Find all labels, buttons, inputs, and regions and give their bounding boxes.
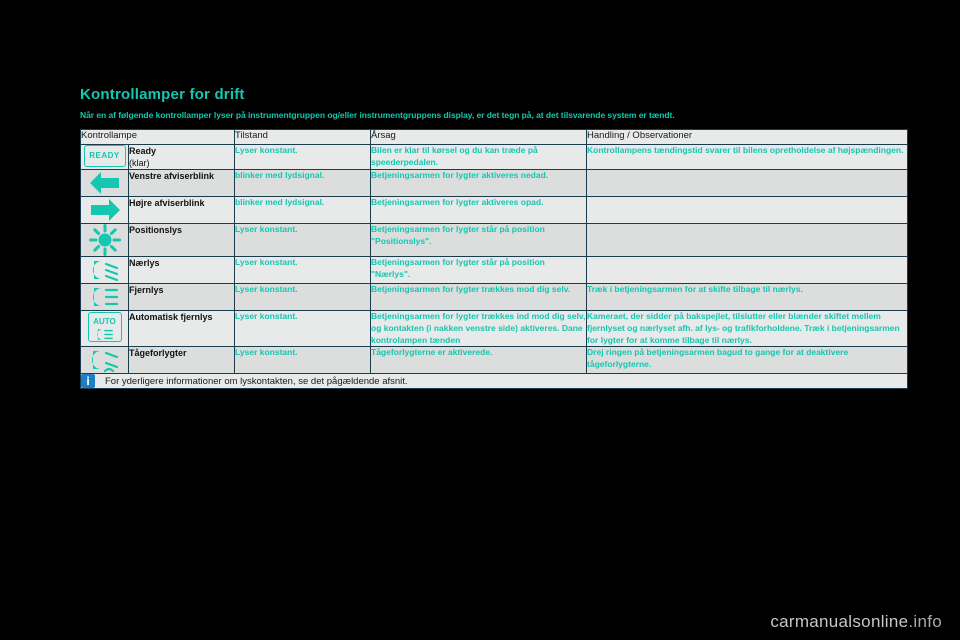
lamp-action-cell: Kontrollampens tændingstid svarer til bilens opretholdelse af højspændingen. bbox=[587, 145, 908, 170]
lamp-action-cell bbox=[587, 257, 908, 284]
dipped-beam-icon bbox=[81, 257, 129, 284]
lamp-cause-cell: Betjeningsarmen for lygter trækkes ind mod dig selv, og kontakten (i nakken venstre side) aktiveres. Dane kontrolampen tænden bbox=[371, 311, 587, 347]
lamp-cause-cell: Bilen er klar til kørsel og du kan træde på speederpedalen. bbox=[371, 145, 587, 170]
table-row bbox=[81, 347, 908, 374]
lamp-state-cell: Lyser konstant. bbox=[235, 284, 371, 311]
lamp-state-cell: blinker med lydsignal. bbox=[235, 170, 371, 197]
table-row bbox=[81, 224, 908, 257]
lamp-name: Nærlys bbox=[129, 258, 160, 269]
page-title: Kontrollamper for drift bbox=[80, 86, 245, 103]
watermark-text: carmanualsonline bbox=[770, 612, 909, 631]
column-header-tilstand: Tilstand bbox=[235, 130, 371, 145]
note-text: For yderligere informationer om lyskontakten, se det pågældende afsnit. bbox=[105, 375, 408, 387]
watermark bbox=[770, 612, 942, 632]
lamp-state-cell: Lyser konstant. bbox=[235, 145, 371, 170]
lamp-name-cell bbox=[129, 224, 235, 257]
lamp-name-cell bbox=[129, 257, 235, 284]
lamp-cause-cell: Betjeningsarmen for lygter står på position "Nærlys". bbox=[371, 257, 587, 284]
lamp-state-cell: Lyser konstant. bbox=[235, 257, 371, 284]
table-row bbox=[81, 197, 908, 224]
lamp-cause-cell: Betjeningsarmen for lygter står på position "Positionslys". bbox=[371, 224, 587, 257]
document-content bbox=[80, 86, 908, 389]
lamp-name: Automatisk fjernlys bbox=[129, 312, 213, 323]
fog-lights-icon bbox=[81, 347, 129, 374]
table-row bbox=[81, 284, 908, 311]
lamp-name: Fjernlys bbox=[129, 285, 164, 296]
auto-main-beam-icon bbox=[81, 311, 129, 347]
column-header-kontrollampe: Kontrollampe bbox=[81, 130, 235, 145]
table-row bbox=[81, 257, 908, 284]
watermark-suffix: .info bbox=[908, 612, 942, 631]
lamp-action-cell bbox=[587, 224, 908, 257]
column-header-handling: Handling / Observationer bbox=[587, 130, 908, 145]
lamp-state-cell: blinker med lydsignal. bbox=[235, 197, 371, 224]
ready-badge-label: READY bbox=[84, 145, 126, 167]
lamp-name: Ready bbox=[129, 146, 157, 156]
lamp-cause-cell: Betjeningsarmen for lygter aktiveres opad. bbox=[371, 197, 587, 224]
auto-badge-label: AUTO bbox=[93, 317, 116, 327]
lamp-name: Højre afviserblink bbox=[129, 198, 205, 209]
lamp-name-cell bbox=[129, 347, 235, 374]
ready-indicator-icon bbox=[81, 145, 129, 170]
lamp-name: Tågeforlygter bbox=[129, 348, 187, 359]
table-row bbox=[81, 145, 908, 170]
lamp-action-cell: Kameraet, der sidder på bakspejlet, tilslutter eller blænder skiftet mellem fjernlyset og nærlyset afh. af lys- og trafikforholdene. Træk i betjeningsarmen for lygter for at komme tilbage til nærlys. bbox=[587, 311, 908, 347]
table-row bbox=[81, 170, 908, 197]
lamp-state-cell: Lyser konstant. bbox=[235, 224, 371, 257]
warning-lamps-table bbox=[80, 129, 908, 389]
table-row bbox=[81, 311, 908, 347]
lamp-name-cell bbox=[129, 311, 235, 347]
lamp-action-cell: Drej ringen på betjeningsarmen bagud to gange for at deaktivere tågeforlygterne. bbox=[587, 347, 908, 374]
lamp-action-cell: Træk i betjeningsarmen for at skifte tilbage til nærlys. bbox=[587, 284, 908, 311]
lamp-action-cell bbox=[587, 170, 908, 197]
note-cell bbox=[81, 374, 908, 389]
note-row bbox=[81, 374, 908, 389]
left-turn-arrow-icon bbox=[81, 170, 129, 197]
lamp-cause-cell: Betjeningsarmen for lygter trækkes mod dig selv. bbox=[371, 284, 587, 311]
page-subtitle: Når en af følgende kontrollamper lyser på instrumentgruppen og/eller instrumentgruppens display, er det tegn på, at det tilsvarende system er tændt. bbox=[80, 110, 675, 120]
column-header-aarsag: Årsag bbox=[371, 130, 587, 145]
lamp-name-cell bbox=[129, 145, 235, 170]
lamp-name-cell bbox=[129, 284, 235, 311]
lamp-cause-cell: Betjeningsarmen for lygter aktiveres nedad. bbox=[371, 170, 587, 197]
lamp-state-cell: Lyser konstant. bbox=[235, 311, 371, 347]
table-body bbox=[81, 145, 908, 389]
lamp-name: Positionslys bbox=[129, 225, 183, 236]
lamp-cause-cell: Tågeforlygterne er aktiverede. bbox=[371, 347, 587, 374]
lamp-name: Venstre afviserblink bbox=[129, 171, 215, 182]
lamp-action-cell bbox=[587, 197, 908, 224]
right-turn-arrow-icon bbox=[81, 197, 129, 224]
auto-badge bbox=[88, 312, 122, 342]
lamp-state-cell: Lyser konstant. bbox=[235, 347, 371, 374]
lamp-name-sub: (klar) bbox=[129, 158, 150, 169]
table-header bbox=[81, 130, 908, 145]
lamp-name-cell bbox=[129, 197, 235, 224]
info-icon bbox=[81, 374, 95, 388]
position-lights-icon bbox=[81, 224, 129, 257]
lamp-name-cell bbox=[129, 170, 235, 197]
main-beam-icon bbox=[81, 284, 129, 311]
